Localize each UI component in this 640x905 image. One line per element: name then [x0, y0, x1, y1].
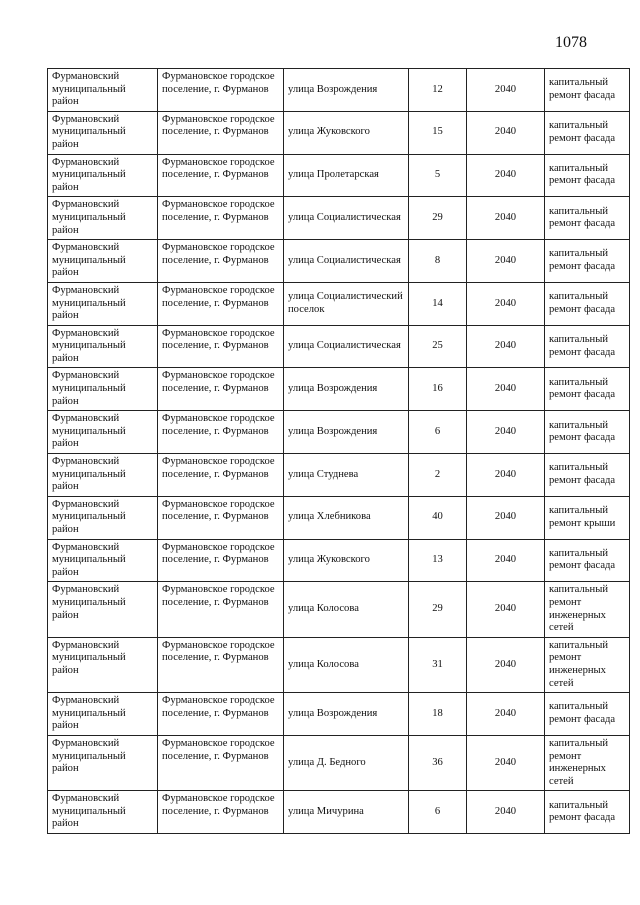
table-row: [48, 735, 630, 790]
settlement-cell: Фурмановское городское поселение, г. Фурманов: [158, 69, 284, 112]
house-number-cell: 5: [409, 154, 467, 197]
house-number-cell: 25: [409, 325, 467, 368]
settlement-cell: Фурмановское городское поселение, г. Фурманов: [158, 325, 284, 368]
settlement-cell: Фурмановское городское поселение, г. Фурманов: [158, 735, 284, 790]
district-cell: Фурмановский муниципальный район: [48, 69, 158, 112]
house-number-cell: 18: [409, 693, 467, 736]
table-row: [48, 411, 630, 454]
house-number-cell: 29: [409, 197, 467, 240]
table-body: [48, 69, 630, 834]
settlement-cell: Фурмановское городское поселение, г. Фурманов: [158, 154, 284, 197]
settlement-cell: Фурмановское городское поселение, г. Фурманов: [158, 454, 284, 497]
work-type-cell: капитальный ремонт фасада: [545, 791, 630, 834]
work-type-cell: капитальный ремонт фасада: [545, 693, 630, 736]
street-cell: улица Социалистическая: [284, 197, 409, 240]
year-cell: 2040: [467, 368, 545, 411]
table-row: [48, 368, 630, 411]
house-number-cell: 36: [409, 735, 467, 790]
work-type-cell: капитальный ремонт фасада: [545, 325, 630, 368]
house-number-cell: 31: [409, 637, 467, 692]
year-cell: 2040: [467, 582, 545, 637]
house-number-cell: 29: [409, 582, 467, 637]
settlement-cell: Фурмановское городское поселение, г. Фурманов: [158, 693, 284, 736]
table-row: [48, 454, 630, 497]
table-row: [48, 111, 630, 154]
table-row: [48, 240, 630, 283]
year-cell: 2040: [467, 197, 545, 240]
page-number: 1078: [555, 34, 587, 51]
year-cell: 2040: [467, 282, 545, 325]
year-cell: 2040: [467, 454, 545, 497]
house-number-cell: 6: [409, 791, 467, 834]
repair-schedule-table: [47, 68, 630, 834]
settlement-cell: Фурмановское городское поселение, г. Фурманов: [158, 197, 284, 240]
house-number-cell: 15: [409, 111, 467, 154]
settlement-cell: Фурмановское городское поселение, г. Фурманов: [158, 582, 284, 637]
street-cell: улица Возрождения: [284, 368, 409, 411]
district-cell: Фурмановский муниципальный район: [48, 368, 158, 411]
house-number-cell: 12: [409, 69, 467, 112]
district-cell: Фурмановский муниципальный район: [48, 539, 158, 582]
street-cell: улица Колосова: [284, 582, 409, 637]
district-cell: Фурмановский муниципальный район: [48, 791, 158, 834]
year-cell: 2040: [467, 69, 545, 112]
work-type-cell: капитальный ремонт инженерных сетей: [545, 735, 630, 790]
settlement-cell: Фурмановское городское поселение, г. Фурманов: [158, 496, 284, 539]
district-cell: Фурмановский муниципальный район: [48, 637, 158, 692]
district-cell: Фурмановский муниципальный район: [48, 454, 158, 497]
house-number-cell: 13: [409, 539, 467, 582]
house-number-cell: 6: [409, 411, 467, 454]
house-number-cell: 2: [409, 454, 467, 497]
work-type-cell: капитальный ремонт фасада: [545, 454, 630, 497]
work-type-cell: капитальный ремонт фасада: [545, 197, 630, 240]
work-type-cell: капитальный ремонт фасада: [545, 240, 630, 283]
year-cell: 2040: [467, 693, 545, 736]
street-cell: улица Д. Бедного: [284, 735, 409, 790]
settlement-cell: Фурмановское городское поселение, г. Фурманов: [158, 111, 284, 154]
table-row: [48, 539, 630, 582]
street-cell: улица Пролетарская: [284, 154, 409, 197]
work-type-cell: капитальный ремонт фасада: [545, 282, 630, 325]
year-cell: 2040: [467, 735, 545, 790]
settlement-cell: Фурмановское городское поселение, г. Фурманов: [158, 240, 284, 283]
table-row: [48, 496, 630, 539]
street-cell: улица Возрождения: [284, 411, 409, 454]
street-cell: улица Возрождения: [284, 69, 409, 112]
district-cell: Фурмановский муниципальный район: [48, 282, 158, 325]
house-number-cell: 40: [409, 496, 467, 539]
table-row: [48, 154, 630, 197]
street-cell: улица Мичурина: [284, 791, 409, 834]
work-type-cell: капитальный ремонт фасада: [545, 368, 630, 411]
district-cell: Фурмановский муниципальный район: [48, 693, 158, 736]
street-cell: улица Жуковского: [284, 111, 409, 154]
street-cell: улица Социалистический поселок: [284, 282, 409, 325]
year-cell: 2040: [467, 791, 545, 834]
table-row: [48, 282, 630, 325]
house-number-cell: 8: [409, 240, 467, 283]
work-type-cell: капитальный ремонт инженерных сетей: [545, 582, 630, 637]
street-cell: улица Социалистическая: [284, 240, 409, 283]
work-type-cell: капитальный ремонт фасада: [545, 69, 630, 112]
district-cell: Фурмановский муниципальный район: [48, 240, 158, 283]
district-cell: Фурмановский муниципальный район: [48, 411, 158, 454]
district-cell: Фурмановский муниципальный район: [48, 496, 158, 539]
district-cell: Фурмановский муниципальный район: [48, 735, 158, 790]
table-row: [48, 693, 630, 736]
table-row: [48, 791, 630, 834]
work-type-cell: капитальный ремонт фасада: [545, 111, 630, 154]
year-cell: 2040: [467, 240, 545, 283]
settlement-cell: Фурмановское городское поселение, г. Фурманов: [158, 637, 284, 692]
year-cell: 2040: [467, 111, 545, 154]
work-type-cell: капитальный ремонт фасада: [545, 154, 630, 197]
street-cell: улица Жуковского: [284, 539, 409, 582]
table-row: [48, 637, 630, 692]
year-cell: 2040: [467, 154, 545, 197]
district-cell: Фурмановский муниципальный район: [48, 111, 158, 154]
settlement-cell: Фурмановское городское поселение, г. Фурманов: [158, 282, 284, 325]
settlement-cell: Фурмановское городское поселение, г. Фурманов: [158, 368, 284, 411]
table-row: [48, 582, 630, 637]
settlement-cell: Фурмановское городское поселение, г. Фурманов: [158, 411, 284, 454]
year-cell: 2040: [467, 539, 545, 582]
year-cell: 2040: [467, 637, 545, 692]
settlement-cell: Фурмановское городское поселение, г. Фурманов: [158, 539, 284, 582]
table-row: [48, 69, 630, 112]
street-cell: улица Колосова: [284, 637, 409, 692]
year-cell: 2040: [467, 325, 545, 368]
street-cell: улица Студнева: [284, 454, 409, 497]
district-cell: Фурмановский муниципальный район: [48, 325, 158, 368]
district-cell: Фурмановский муниципальный район: [48, 197, 158, 240]
house-number-cell: 16: [409, 368, 467, 411]
street-cell: улица Хлебникова: [284, 496, 409, 539]
street-cell: улица Социалистическая: [284, 325, 409, 368]
house-number-cell: 14: [409, 282, 467, 325]
street-cell: улица Возрождения: [284, 693, 409, 736]
work-type-cell: капитальный ремонт инженерных сетей: [545, 637, 630, 692]
work-type-cell: капитальный ремонт крыши: [545, 496, 630, 539]
work-type-cell: капитальный ремонт фасада: [545, 539, 630, 582]
district-cell: Фурмановский муниципальный район: [48, 154, 158, 197]
table-row: [48, 325, 630, 368]
district-cell: Фурмановский муниципальный район: [48, 582, 158, 637]
table-row: [48, 197, 630, 240]
year-cell: 2040: [467, 496, 545, 539]
work-type-cell: капитальный ремонт фасада: [545, 411, 630, 454]
year-cell: 2040: [467, 411, 545, 454]
settlement-cell: Фурмановское городское поселение, г. Фурманов: [158, 791, 284, 834]
